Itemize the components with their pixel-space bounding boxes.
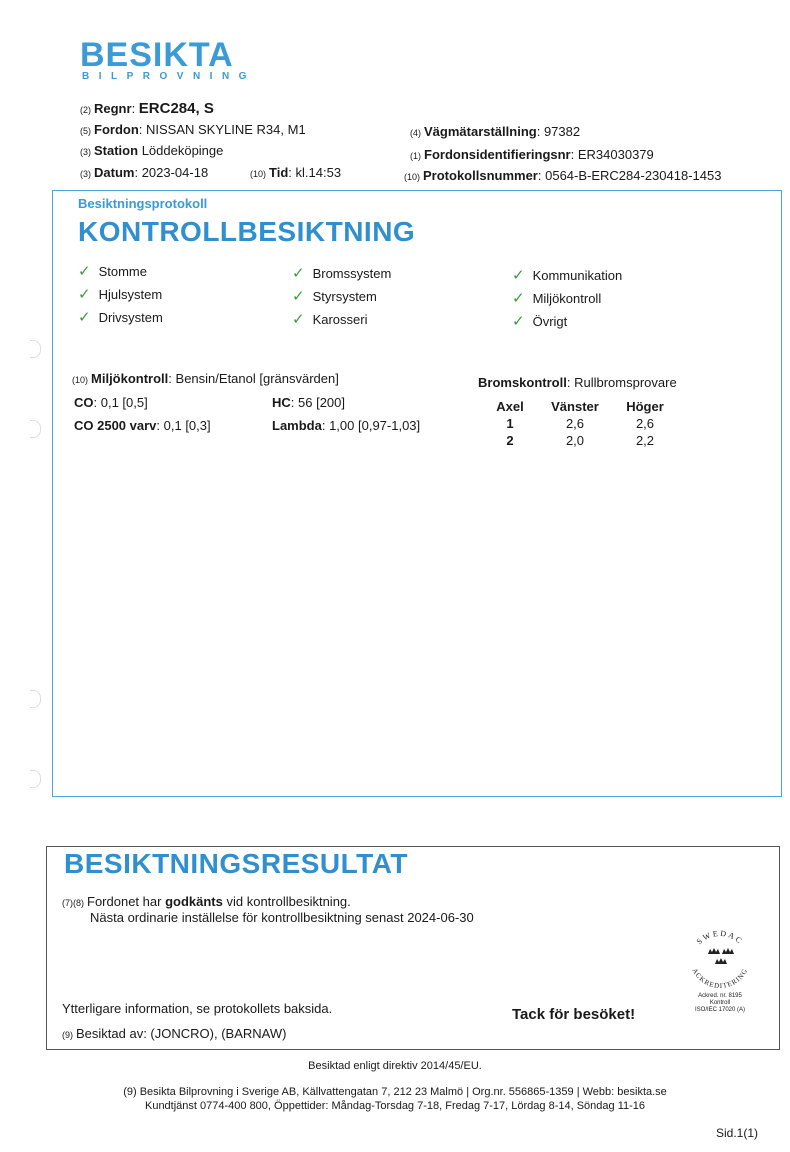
swedac-seal	[680, 928, 760, 1018]
tid-row: (10) Tid: kl.14:53	[250, 165, 342, 180]
checkmark-icon: ✓	[78, 285, 91, 303]
check-item: ✓ Karosseri	[292, 310, 368, 328]
check-item: ✓ Miljökontroll	[512, 289, 602, 307]
result-line-2: Nästa ordinarie inställelse för kontrollbesiktning senast 2024-06-30	[90, 910, 474, 925]
check-item: ✓ Hjulsystem	[78, 285, 163, 303]
seal-bottom-text: ACKREDITERING	[690, 966, 750, 988]
punch-hole	[30, 340, 41, 358]
result-title: BESIKTNINGSRESULTAT	[64, 848, 408, 879]
seal-top-text: SWEDAC	[694, 928, 746, 947]
co-value: CO: 0,1 [0,5]	[74, 395, 148, 410]
punch-hole	[30, 420, 41, 438]
datum-value: 2023-04-18	[141, 165, 209, 180]
fordon-value: NISSAN SKYLINE R34, M1	[146, 122, 306, 137]
checkmark-icon: ✓	[512, 289, 525, 307]
env-header: (10) Miljökontroll: Bensin/Etanol [gränsvärden]	[72, 371, 339, 386]
check-item: ✓ Kommunikation	[512, 266, 623, 284]
directive-text: Besiktad enligt direktiv 2014/45/EU.	[308, 1060, 482, 1072]
station-value: Löddeköpinge	[141, 143, 224, 158]
protocol-title: KONTROLLBESIKTNING	[78, 216, 416, 247]
checkmark-icon: ✓	[292, 287, 305, 305]
seal-line-3: ISO/IEC 17020 (A)	[694, 1007, 746, 1013]
company-info: (9) Besikta Bilprovning i Sverige AB, Källvattengatan 7, 212 23 Malmö | Org.nr. 556865-1359 | Webb: besikta.se	[123, 1086, 667, 1098]
checkmark-icon: ✓	[78, 262, 91, 280]
station-row: (3) Station Löddeköpinge	[80, 143, 224, 158]
check-item: ✓ Bromssystem	[292, 264, 392, 282]
fordonsid-row: (1) Fordonsidentifieringsnr: ER34030379	[410, 147, 654, 162]
protocol-label: Besiktningsprotokoll	[78, 196, 208, 211]
checkmark-icon: ✓	[512, 312, 525, 330]
checkmark-icon: ✓	[512, 266, 525, 284]
hc-value: HC: 56 [200]	[272, 395, 346, 410]
table-row: 2 2,0 2,2	[506, 433, 655, 448]
checkmark-icon: ✓	[292, 264, 305, 282]
punch-hole	[30, 690, 41, 708]
seal-line-2: Kontroll	[709, 1000, 731, 1006]
seal-line-1: Ackred. nr. 8195	[698, 993, 742, 999]
regnr-row: (2) Regnr: ERC284, S	[80, 100, 214, 117]
more-info-text: Ytterligare information, se protokollets baksida.	[62, 1001, 333, 1016]
regnr-value: ERC284, S	[138, 100, 214, 117]
tid-value: kl.14:53	[295, 165, 342, 180]
check-item: ✓ Styrsystem	[292, 287, 377, 305]
protokollnr-row: (10) Protokollsnummer: 0564-B-ERC284-230418-1453	[404, 168, 722, 183]
brake-header: Bromskontroll: Rullbromsprovare	[478, 375, 677, 390]
protokollnr-value: 0564-B-ERC284-230418-1453	[545, 168, 722, 183]
co2500-value: CO 2500 varv: 0,1 [0,3]	[74, 418, 211, 433]
logo-subtitle: BILPROVNING	[82, 71, 256, 82]
check-item: ✓ Drivsystem	[78, 308, 163, 326]
lambda-value: Lambda: 1,00 [0,97-1,03]	[272, 418, 421, 433]
brake-table	[480, 398, 680, 449]
vagmatare-row: (4) Vägmätarställning: 97382	[410, 124, 581, 139]
swedac-crowns-icon	[680, 928, 760, 988]
protocol-box	[52, 190, 782, 797]
fordonsid-value: ER34030379	[577, 147, 654, 162]
result-line-1: (7)(8) Fordonet har godkänts vid kontrollbesiktning.	[62, 894, 351, 909]
check-item: ✓ Stomme	[78, 262, 147, 280]
checkmark-icon: ✓	[78, 308, 91, 326]
logo-besikta: BESIKTA	[80, 36, 234, 74]
svg-text:ACKREDITERING	[691, 967, 750, 988]
page-number: Sid.1(1)	[716, 1126, 759, 1140]
datum-row: (3) Datum: 2023-04-18	[80, 165, 209, 180]
punch-hole	[30, 770, 41, 788]
check-item: ✓ Övrigt	[512, 312, 568, 330]
table-row: 1 2,6 2,6	[506, 416, 655, 431]
fordon-row: (5) Fordon: NISSAN SKYLINE R34, M1	[80, 122, 306, 137]
vagmatare-value: 97382	[543, 124, 581, 139]
inspected-by: (9) Besiktad av: (JONCRO), (BARNAW)	[62, 1026, 287, 1041]
checkmark-icon: ✓	[292, 310, 305, 328]
customer-service-info: Kundtjänst 0774-400 800, Öppettider: Måndag-Torsdag 7-18, Fredag 7-17, Lördag 8-14, Söndag 11-16	[144, 1100, 646, 1112]
brake-table-header: Axel Vänster Höger	[496, 399, 664, 414]
svg-text:SWEDAC	[695, 929, 745, 946]
thanks-text: Tack för besöket!	[512, 1006, 636, 1023]
